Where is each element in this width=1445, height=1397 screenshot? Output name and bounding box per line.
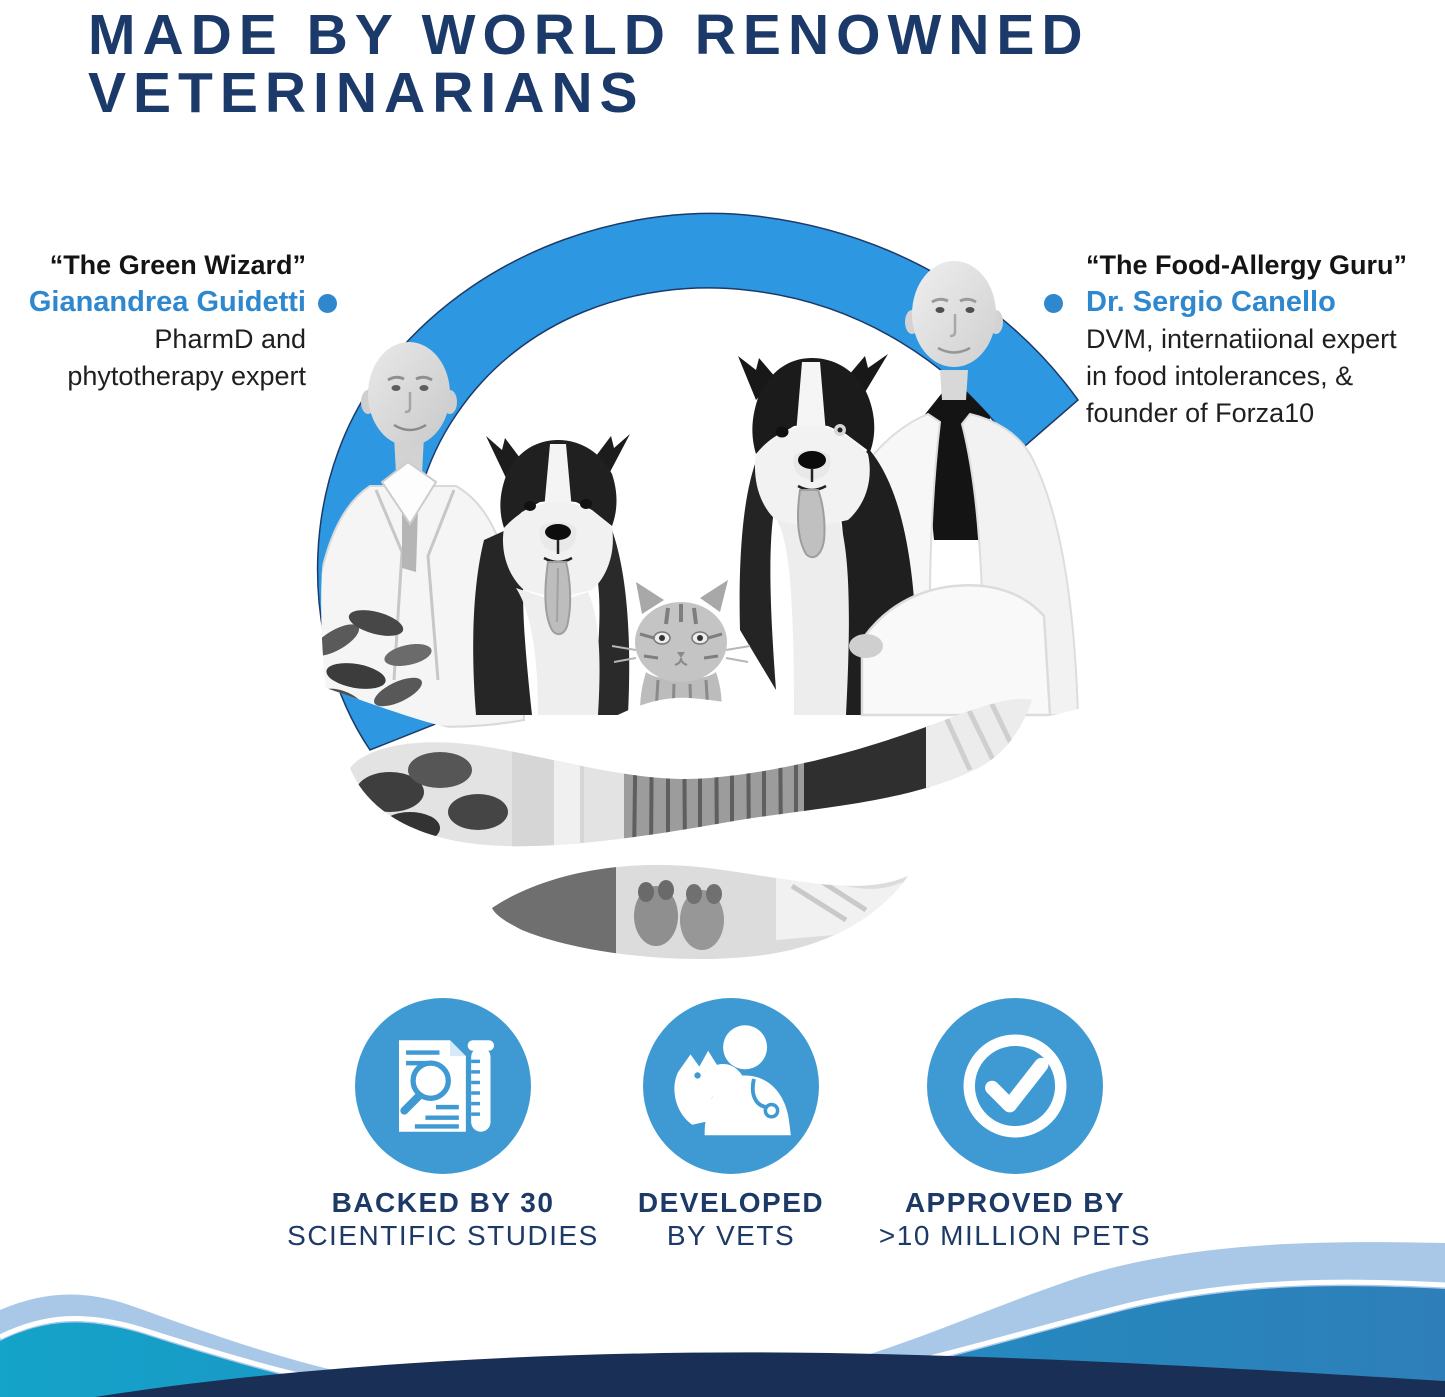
vet-with-dog-icon — [643, 998, 819, 1174]
right-expert-name: Dr. Sergio Canello — [1086, 286, 1336, 318]
right-expert-desc-line: DVM, internatiional expert — [1086, 324, 1397, 354]
right-expert-desc-line: founder of Forza10 — [1086, 398, 1315, 428]
photo-wave-band-3 — [476, 850, 916, 970]
scientific-studies-icon — [355, 998, 531, 1174]
page-title-line2: VETERINARIANS — [88, 61, 645, 125]
right-expert-quote: “The Food-Allergy Guru” — [1086, 250, 1407, 280]
bottom-waves — [0, 1225, 1445, 1397]
badge-line1: BACKED BY 30 — [331, 1187, 555, 1218]
left-expert-name: Gianandrea Guidetti — [28, 286, 306, 318]
page-title — [88, 3, 1090, 125]
right-expert-desc-line: in food intolerances, & — [1086, 361, 1354, 391]
badge-line2: SCIENTIFIC STUDIES — [287, 1220, 599, 1251]
badge-line1: APPROVED BY — [904, 1187, 1126, 1218]
badge-approved-by-pets — [850, 998, 1180, 1252]
hero-photo-graphic — [306, 210, 1140, 982]
left-expert-quote: “The Green Wizard” — [49, 250, 306, 280]
badge-scientific-studies — [278, 998, 608, 1252]
left-expert-caption — [24, 247, 306, 395]
badge-line1: DEVELOPED — [637, 1187, 825, 1218]
checkmark-icon — [927, 998, 1103, 1174]
left-expert-desc-line: phytotherapy expert — [67, 361, 306, 391]
badge-line2: BY VETS — [666, 1220, 796, 1251]
tabby-cat — [612, 580, 750, 715]
right-vet-hand — [849, 634, 883, 658]
badge-line2: >10 MILLION PETS — [878, 1220, 1152, 1251]
badge-developed-by-vets — [566, 998, 896, 1252]
border-collie-left — [473, 434, 630, 715]
page-title-line1: MADE BY WORLD RENOWNED — [88, 3, 1090, 67]
left-expert-desc-line: PharmD and — [154, 324, 306, 354]
